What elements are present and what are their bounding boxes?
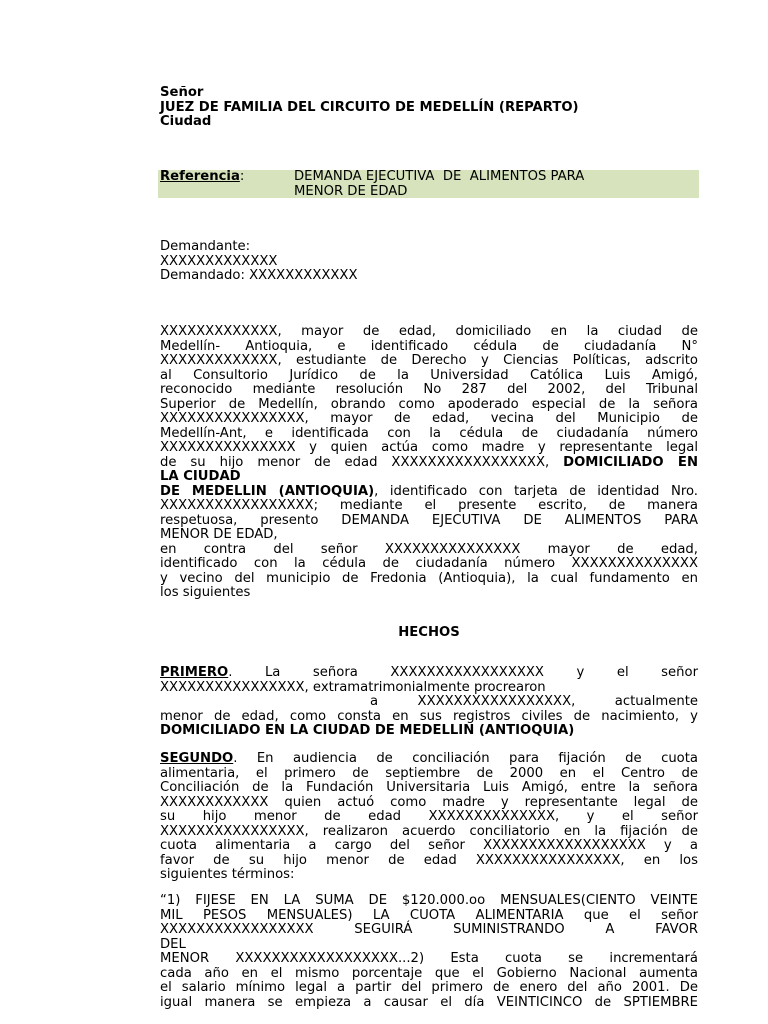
quote-paragraph: “1) FIJESE EN LA SUMA DE $120.000.oo MENSUALES(CIENTO VEINTE MIL PESOS MENSUALES) LA CUOTA ALIMENTARIA que el señor XXXXXXXXXXXXXXXXX SEGUIRÁ SUMINISTRANDO A FAVOR DEL MENOR XXXXXXXXXXXXXXXXXX...2) Esta cuota se incrementará cada año en el mismo porcentaje que el Gobierno Nacional aumenta el salario mínimo legal a partir del primero de enero del año 2001. De igual manera se empieza a causar el día VEINTICINCO de SPTIEMBRE	[160, 893, 698, 1010]
reference-box	[158, 170, 699, 198]
intro-paragraph: XXXXXXXXXXXXX, mayor de edad, domiciliado en la ciudad de Medellín- Antioquia, e identificado cédula de ciudadanía N° XXXXXXXXXXXXX, estudiante de Derecho y Ciencias Políticas, adscrito al Consultorio Jurídico de la Universidad Católica Luis Amigó, reconocido mediante resolución No 287 del 2002, del Tribunal Superior de Medellín, obrando como apoderado especial de la señora XXXXXXXXXXXXXXXX, mayor de edad, vecina del Municipio de Medellín-Ant, e identificada con la cédula de ciudadanía número XXXXXXXXXXXXXXX y quien actúa como madre y representante legal de su hijo menor de edad XXXXXXXXXXXXXXXXX, DOMICILIADO EN LA CIUDAD DE MEDELLIN (ANTIOQUIA), identificado con tarjeta de identidad Nro. XXXXXXXXXXXXXXXXX; mediante el presente escrito, de manera respetuosa, presento DEMANDA EJECUTIVA DE ALIMENTOS PARA MENOR DE EDAD, en contra del señor XXXXXXXXXXXXXXX mayor de edad, identificado con la cédula de ciudadanía número XXXXXXXXXXXXXX y vecino del municipio de Fredonia (Antioquia), la cual fundamento en los siguientes	[160, 324, 698, 600]
primero-paragraph: PRIMERO. La señora XXXXXXXXXXXXXXXXX y el señor XXXXXXXXXXXXXXXX, extramatrimonialmente procrearon a XXXXXXXXXXXXXXXXX, actualmente menor de edad, como consta en sus registros civiles de nacimiento, y DOMICILIADO EN LA CIUDAD DE MEDELLIN (ANTIOQUIA)	[160, 665, 698, 738]
demandante-label: Demandante:	[160, 239, 251, 254]
salutation: Señor	[160, 85, 204, 100]
demandante-value: XXXXXXXXXXXXX	[160, 253, 278, 269]
demandado: Demandado: XXXXXXXXXXXX	[160, 268, 358, 283]
addressee-court: JUEZ DE FAMILIA DEL CIRCUITO DE MEDELLÍN (REPARTO)	[160, 99, 579, 115]
segundo-paragraph: SEGUNDO. En audiencia de conciliación para fijación de cuota alimentaria, el primero de septiembre de 2000 en el Centro de Conciliación de la Fundación Universitaria Luis Amigó, entre la señora XXXXXXXXXXXX quien actuó como madre y representante legal de su hijo menor de edad XXXXXXXXXXXXXX, y el señor XXXXXXXXXXXXXXXX, realizaron acuerdo conciliatorio en la fijación de cuota alimentaria a cargo del señor XXXXXXXXXXXXXXXXXX y a favor de su hijo menor de edad XXXXXXXXXXXXXXXX, en los siguientes términos:	[160, 751, 698, 882]
hechos-heading: HECHOS	[398, 625, 460, 640]
addressee-city: Ciudad	[160, 114, 212, 129]
addressee-block	[160, 86, 698, 130]
reference-text: DEMANDA EJECUTIVA DE ALIMENTOS PARA MENOR DE EDAD	[294, 169, 585, 199]
parties-block	[160, 240, 698, 284]
reference-label: Referencia:	[160, 169, 245, 184]
